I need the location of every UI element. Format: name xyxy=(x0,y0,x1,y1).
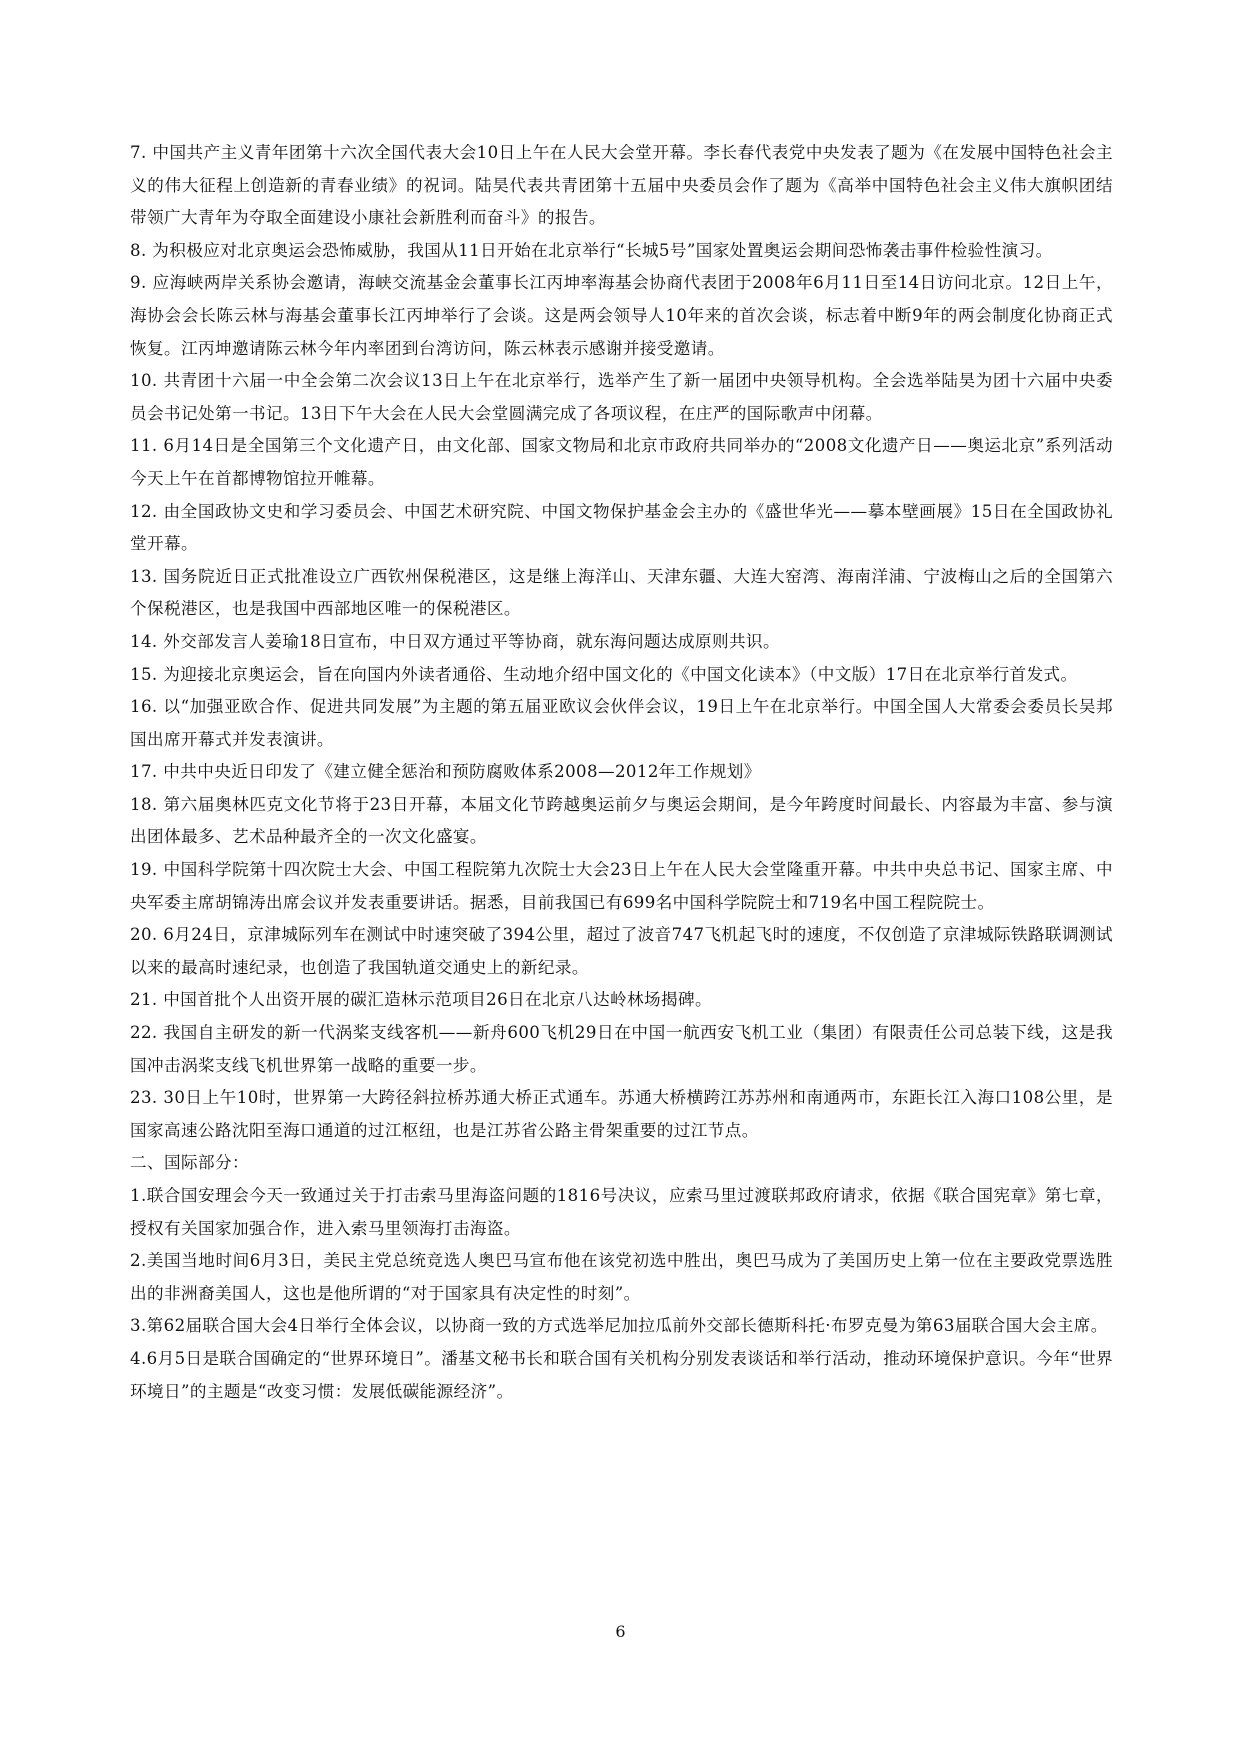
news-item-19: 19. 中国科学院第十四次院士大会、中国工程院第九次院士大会23日上午在人民大会堂隆重开幕。中共中央总书记、国家主席、中央军委主席胡锦涛出席会议并发表重要讲话。据悉，目前我国已有699名中国科学院院士和719名中国工程院院士。 xyxy=(130,860,1113,912)
news-item-12: 12. 由全国政协文史和学习委员会、中国艺术研究院、中国文物保护基金会主办的《盛世华光——摹本壁画展》15日在全国政协礼堂开幕。 xyxy=(130,501,1113,554)
document-body xyxy=(130,137,1113,1408)
news-item-23: 23. 30日上午10时，世界第一大跨径斜拉桥苏通大桥正式通车。苏通大桥横跨江苏苏州和南通两市，东距长江入海口108公里，是国家高速公路沈阳至海口通道的过江枢纽，也是江苏省公路主骨架重要的过江节点。 xyxy=(130,1088,1113,1140)
page-number: 6 xyxy=(615,1622,626,1641)
news-item-13: 13. 国务院近日正式批准设立广西钦州保税港区，这是继上海洋山、天津东疆、大连大窑湾、海南洋浦、宁波梅山之后的全国第六个保税港区，也是我国中西部地区唯一的保税港区。 xyxy=(130,566,1113,619)
news-item-18: 18. 第六届奥林匹克文化节将于23日开幕，本届文化节跨越奥运前夕与奥运会期间，是今年跨度时间最长、内容最为丰富、参与演出团体最多、艺术品种最齐全的一次文化盛宴。 xyxy=(130,794,1113,847)
news-item-10: 10. 共青团十六届一中全会第二次会议13日上午在北京举行，选举产生了新一届团中央领导机构。全会选举陆昊为团十六届中央委员会书记处第一书记。13日下午大会在人民大会堂圆满完成了各项议程，在庄严的国际歌声中闭幕。 xyxy=(130,371,1113,423)
intl-item-2: 2.美国当地时间6月3日，美民主党总统竞选人奥巴马宣布他在该党初选中胜出，奥巴马成为了美国历史上第一位在主要政党票选胜出的非洲裔美国人，这也是他所谓的“对于国家具有决定性的时刻”。 xyxy=(130,1251,1113,1303)
news-item-8: 8. 为积极应对北京奥运会恐怖威胁，我国从11日开始在北京举行“长城5号”国家处置奥运会期间恐怖袭击事件检验性演习。 xyxy=(130,240,1053,260)
news-item-21: 21. 中国首批个人出资开展的碳汇造林示范项目26日在北京八达岭林场揭碑。 xyxy=(130,990,712,1010)
intl-item-4: 4.6月5日是联合国确定的“世界环境日”。潘基文秘书长和联合国有关机构分别发表谈话和举行活动，推动环境保护意识。今年“世界环境日”的主题是“改变习惯：发展低碳能源经济”。 xyxy=(130,1348,1113,1401)
news-item-20: 20. 6月24日，京津城际列车在测试中时速突破了394公里，超过了波音747飞机起飞时的速度，不仅创造了京津城际铁路联调测试以来的最高时速纪录，也创造了我国轨道交通史上的新纪录。 xyxy=(130,925,1113,977)
news-item-22: 22. 我国自主研发的新一代涡桨支线客机——新舟600飞机29日在中国一航西安飞机工业（集团）有限责任公司总装下线，这是我国冲击涡桨支线飞机世界第一战略的重要一步。 xyxy=(130,1023,1113,1075)
news-item-14: 14. 外交部发言人姜瑜18日宣布，中日双方通过平等协商，就东海问题达成原则共识。 xyxy=(130,631,780,651)
news-item-9: 9. 应海峡两岸关系协会邀请，海峡交流基金会董事长江丙坤率海基会协商代表团于2008年6月11日至14日访问北京。12日上午，海协会会长陈云林与海基会董事长江丙坤举行了会谈。这是两会领导人10年来的首次会谈，标志着中断9年的两会制度化协商正式恢复。江丙坤邀请陈云林今年内率团到台湾访问，陈云林表示感谢并接受邀请。 xyxy=(130,273,1113,358)
news-item-11: 11. 6月14日是全国第三个文化遗产日，由文化部、国家文物局和北京市政府共同举办的“2008文化遗产日——奥运北京”系列活动今天上午在首都博物馆拉开帷幕。 xyxy=(130,436,1113,488)
section-heading-international: 二、国际部分： xyxy=(130,1153,249,1173)
news-item-7: 7. 中国共产主义青年团第十六次全国代表大会10日上午在人民大会堂开幕。李长春代表党中央发表了题为《在发展中国特色社会主义的伟大征程上创造新的青春业绩》的祝词。陆昊代表共青团第十五届中央委员会作了题为《高举中国特色社会主义伟大旗帜团结带领广大青年为夺取全面建设小康社会新胜利而奋斗》的报告。 xyxy=(130,143,1113,228)
news-item-16: 16. 以“加强亚欧合作、促进共同发展”为主题的第五届亚欧议会伙伴会议，19日上午在北京举行。中国全国人大常委会委员长吴邦国出席开幕式并发表演讲。 xyxy=(130,697,1113,749)
news-item-17: 17. 中共中央近日印发了《建立健全惩治和预防腐败体系2008—2012年工作规划》 xyxy=(130,762,761,782)
news-item-15: 15. 为迎接北京奥运会，旨在向国内外读者通俗、生动地介绍中国文化的《中国文化读本》（中文版）17日在北京举行首发式。 xyxy=(130,664,1078,684)
intl-item-3: 3.第62届联合国大会4日举行全体会议，以协商一致的方式选举尼加拉瓜前外交部长德斯科托·布罗克曼为第63届联合国大会主席。 xyxy=(130,1316,1108,1336)
intl-item-1: 1.联合国安理会今天一致通过关于打击索马里海盗问题的1816号决议，应索马里过渡联邦政府请求，依据《联合国宪章》第七章，授权有关国家加强合作，进入索马里领海打击海盗。 xyxy=(130,1186,1113,1238)
